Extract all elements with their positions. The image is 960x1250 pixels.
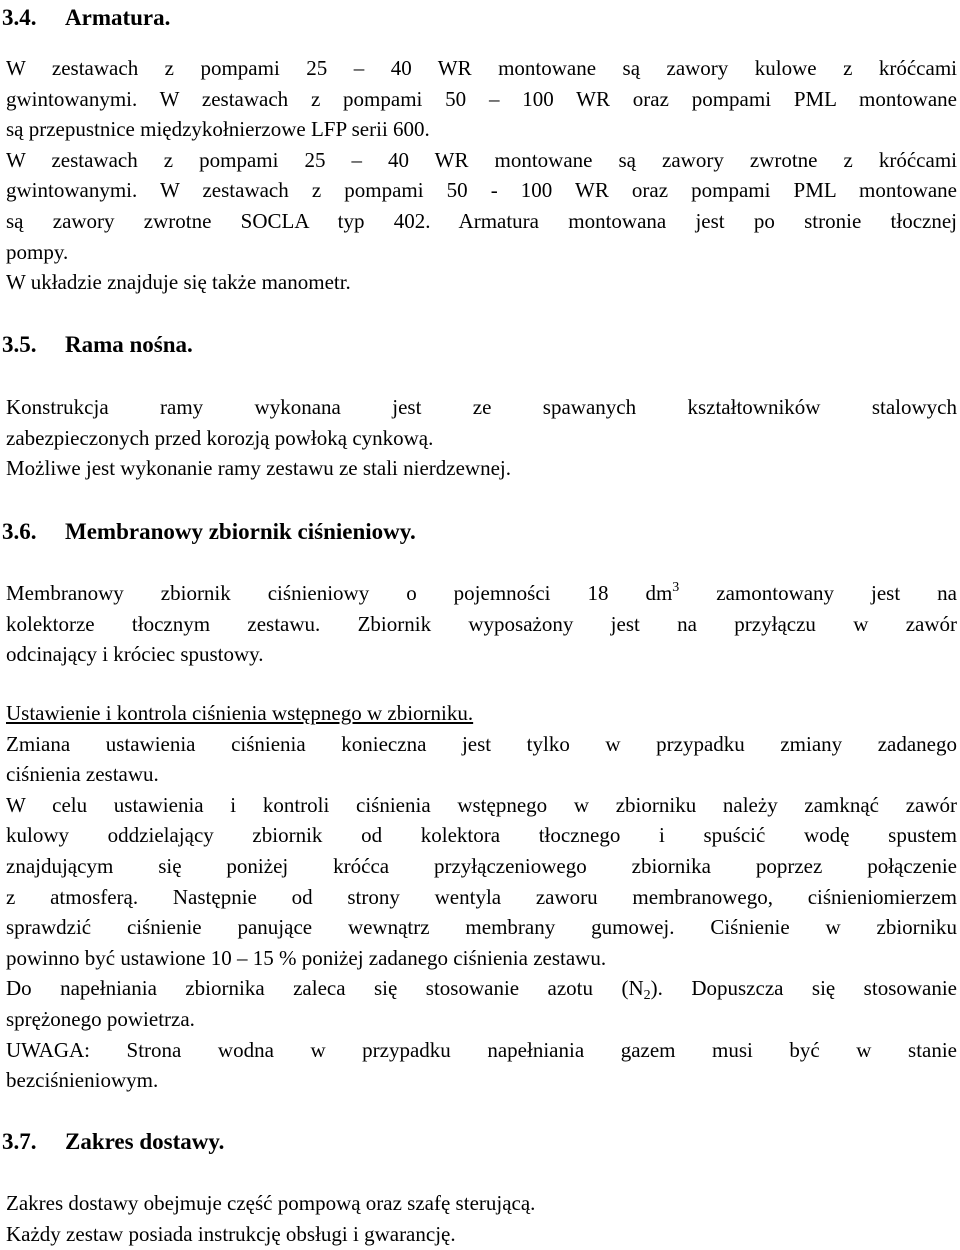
text-line: są zawory zwrotne SOCLA typ 402. Armatura montowana jest po stronie tłocznej [6,208,957,233]
section-number: 3.7. [2,1129,37,1154]
section-heading-3-5 [2,330,193,360]
text-line: W zestawach z pompami 25 – 40 WR montowane są zawory kulowe z króćcami [6,56,957,80]
section-body-3-5 [6,392,957,484]
text-fragment: ). Dopuszcza się stosowanie [650,976,958,1001]
text-line: pompy. [6,239,69,264]
text-line: są przepustnice międzykołnierzowe LFP serii 600. [6,117,430,142]
text-line: UWAGA: Strona wodna w przypadku napełniania gazem musi być w stanie [6,1037,957,1062]
text-line: W zestawach z pompami 25 – 40 WR montowane są zawory zwrotne z króćcami [6,147,957,172]
text-line: Konstrukcja ramy wykonana jest ze spawanych kształtowników stalowych [6,395,957,419]
text-line: sprawdzić ciśnienie panujące wewnątrz membrany gumowej. Ciśnienie w zbiorniku [6,915,957,940]
text-line: gwintowanymi. W zestawach z pompami 50 - 100 WR oraz pompami PML montowane [6,178,957,203]
section-heading-3-7 [2,1127,224,1157]
subscript: 2 [643,988,651,1004]
text-line: odcinający i króciec spustowy. [6,642,264,667]
text-line: z atmosferą. Następnie od strony wentyla zaworu membranowego, ciśnieniomierzem [6,884,957,909]
text-fragment: Membranowy zbiornik ciśnieniowy o pojemności 18 dm [6,581,673,605]
text-line: bezciśnieniowym. [6,1068,159,1093]
section-body-3-7 [6,1188,957,1249]
text-line: sprężonego powietrza. [6,1006,195,1031]
text-line: Zmiana ustawienia ciśnienia konieczna jest tylko w przypadku zmiany zadanego [6,731,957,756]
text-line: Możliwe jest wykonanie ramy zestawu ze stali nierdzewnej. [6,456,511,481]
text-line: Każdy zestaw posiada instrukcję obsługi i gwarancję. [6,1221,456,1246]
text-line: W celu ustawienia i kontroli ciśnienia wstępnego w zbiorniku należy zamknąć zawór [6,792,957,817]
section-heading-3-4 [2,3,170,33]
section-heading-3-6 [2,517,416,547]
text-line: Zakres dostawy obejmuje część pompową oraz szafę sterującą. [6,1191,536,1215]
text-line: znajdującym się poniżej króćca przyłączeniowego zbiornika poprzez połączenie [6,853,957,878]
text-line: gwintowanymi. W zestawach z pompami 50 – 100 WR oraz pompami PML montowane [6,86,957,111]
text-line: kolektorze tłocznym zestawu. Zbiornik wyposażony jest na przyłączu w zawór [6,611,957,636]
text-fragment: Do napełniania zbiornika zaleca się stosowanie azotu (N [6,976,644,1001]
section-body-3-6 [6,578,957,670]
superscript: 3 [672,580,680,595]
text-line: ciśnienia zestawu. [6,762,159,787]
subsection-heading: Ustawienie i kontrola ciśnienia wstępnego w zbiorniku. [6,701,474,725]
section-title: Rama nośna. [65,332,193,357]
section-number: 3.6. [2,519,37,544]
subsection-pressure [6,698,957,1096]
text-fragment: zamontowany jest na [679,581,957,605]
section-title: Membranowy zbiornik ciśnieniowy. [65,519,416,544]
section-number: 3.5. [2,332,37,357]
text-line: zabezpieczonych przed korozją powłoką cynkową. [6,425,434,450]
section-number: 3.4. [2,5,37,30]
text-line [6,578,957,609]
section-body-3-4 [6,53,957,298]
text-line: powinno być ustawione 10 – 15 % poniżej zadanego ciśnienia zestawu. [6,945,607,970]
text-line: W układzie znajduje się także manometr. [6,270,351,295]
text-line [6,973,957,1004]
text-line: kulowy oddzielający zbiornik od kolektora tłocznego i spuścić wodę spustem [6,823,957,848]
section-title: Zakres dostawy. [65,1129,225,1154]
section-title: Armatura. [65,5,171,30]
